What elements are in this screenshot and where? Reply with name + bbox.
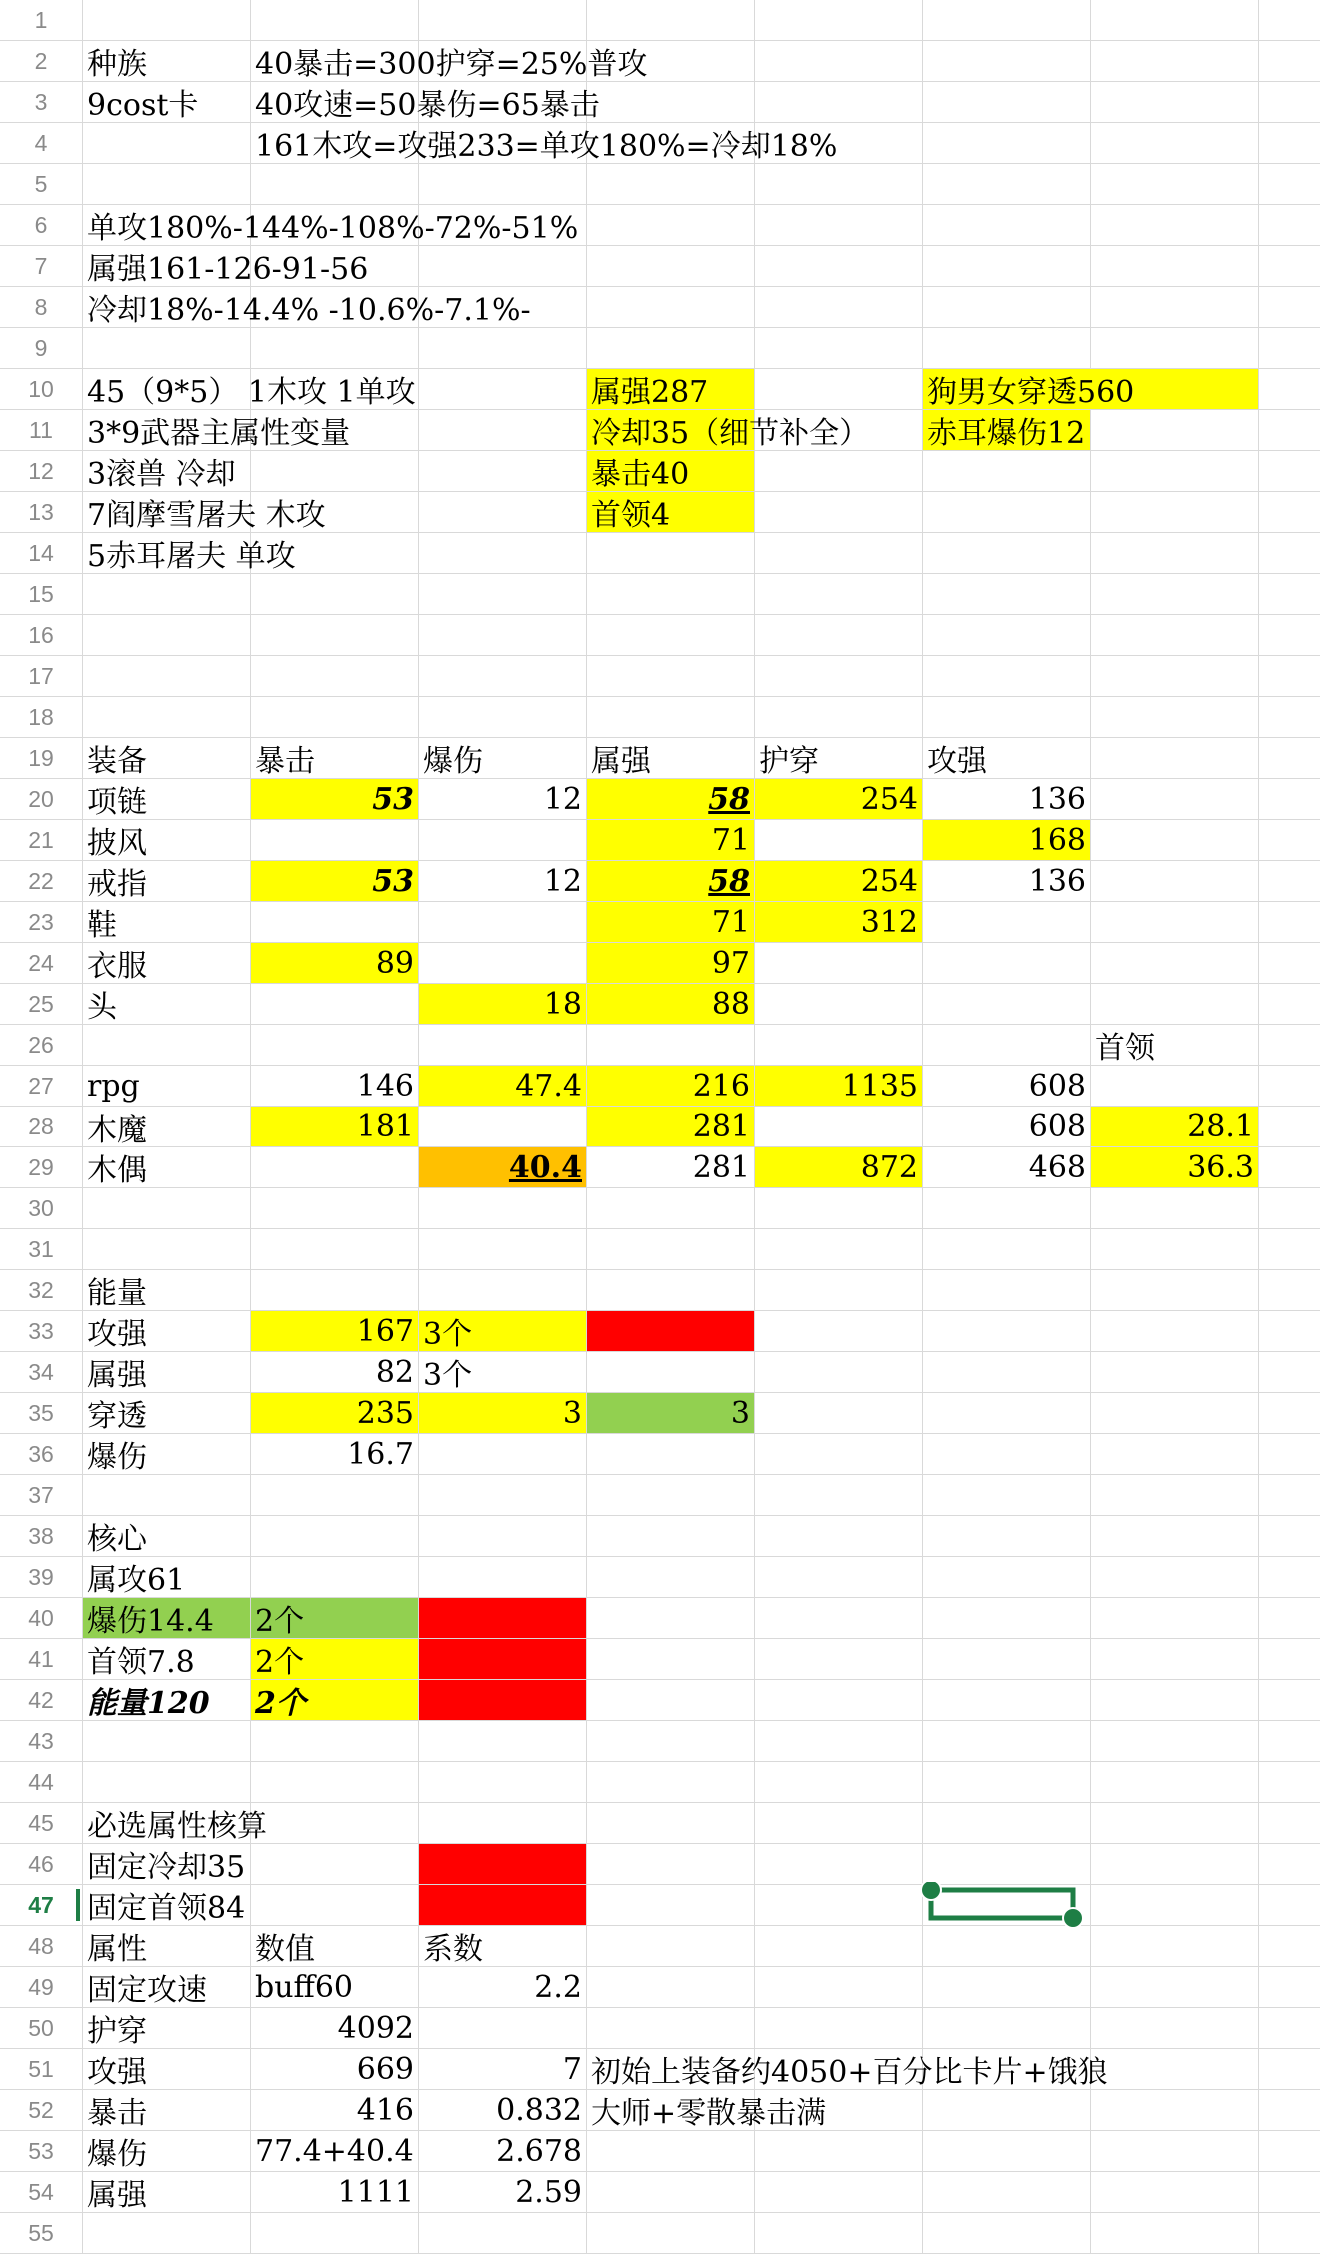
- sheet-cell[interactable]: 3: [419, 1393, 586, 1433]
- sheet-cell[interactable]: 16.7: [347, 1436, 414, 1472]
- sheet-cell[interactable]: 衣服: [87, 949, 147, 984]
- sheet-cell[interactable]: 3个: [419, 1311, 586, 1351]
- sheet-row: [0, 246, 1320, 287]
- sheet-cell[interactable]: 12: [543, 863, 582, 899]
- sheet-cell[interactable]: 1111: [337, 2174, 414, 2210]
- row-number[interactable]: 13: [28, 498, 54, 525]
- row-number[interactable]: 25: [28, 990, 54, 1017]
- sheet-row: [0, 1025, 1320, 1066]
- sheet-row: [0, 656, 1320, 697]
- sheet-cell[interactable]: 608: [1028, 1068, 1086, 1104]
- sheet-row: [0, 820, 1320, 861]
- sheet-row: [0, 902, 1320, 943]
- sheet-cell[interactable]: 种族: [87, 47, 147, 82]
- sheet-cell[interactable]: 必选属性核算: [87, 1809, 267, 1844]
- sheet-cell[interactable]: 穿透: [87, 1399, 147, 1434]
- sheet-cell[interactable]: 97: [587, 943, 754, 983]
- row-number[interactable]: 27: [28, 1072, 54, 1099]
- sheet-cell[interactable]: 40暴击=300护穿=25%普攻: [255, 47, 648, 82]
- sheet-cell[interactable]: 88: [587, 984, 754, 1024]
- row-number[interactable]: 1: [34, 6, 48, 33]
- sheet-cell[interactable]: 58: [587, 779, 754, 819]
- sheet-row: [0, 1639, 1320, 1680]
- sheet-row: [0, 615, 1320, 656]
- sheet-cell[interactable]: 披风: [87, 826, 147, 861]
- sheet-cell[interactable]: 168: [923, 820, 1090, 860]
- row-number[interactable]: 10: [28, 375, 54, 402]
- sheet-row: [0, 410, 1320, 451]
- sheet-cell[interactable]: 狗男女穿透560: [923, 369, 1258, 409]
- row-number[interactable]: 8: [34, 293, 48, 320]
- sheet-cell[interactable]: 53: [251, 779, 418, 819]
- sheet-cell[interactable]: 能量: [87, 1276, 147, 1311]
- row-number[interactable]: 40: [28, 1604, 54, 1631]
- sheet-row: [0, 2172, 1320, 2213]
- sheet-cell[interactable]: 能量120: [87, 1686, 210, 1721]
- shape-handle-start[interactable]: [921, 1882, 941, 1900]
- sheet-cell[interactable]: rpg: [87, 1068, 140, 1104]
- sheet-cell[interactable]: 属攻61: [87, 1563, 186, 1598]
- sheet-cell[interactable]: [587, 1311, 754, 1351]
- row-number[interactable]: 43: [28, 1727, 54, 1754]
- sheet-cell[interactable]: 281: [692, 1149, 750, 1185]
- sheet-cell[interactable]: 攻强: [927, 744, 987, 779]
- row-number[interactable]: 55: [28, 2219, 54, 2246]
- sheet-cell[interactable]: 赤耳爆伤12: [923, 410, 1090, 450]
- sheet-cell[interactable]: 暴击40: [587, 451, 754, 491]
- sheet-cell[interactable]: 181: [251, 1107, 418, 1146]
- sheet-cell[interactable]: 攻强: [87, 2055, 147, 2090]
- sheet-row: [0, 1147, 1320, 1188]
- row-number[interactable]: 36: [28, 1440, 54, 1467]
- row-number[interactable]: 35: [28, 1399, 54, 1426]
- sheet-cell[interactable]: 872: [755, 1147, 922, 1187]
- row-number[interactable]: 18: [28, 703, 54, 730]
- row-number[interactable]: 22: [28, 867, 54, 894]
- sheet-row: [0, 2131, 1320, 2172]
- row-number[interactable]: 24: [28, 949, 54, 976]
- sheet-cell[interactable]: 爆伤: [423, 744, 483, 779]
- sheet-cell[interactable]: 58: [587, 861, 754, 901]
- sheet-row: [0, 451, 1320, 492]
- sheet-cell[interactable]: 属强161-126-91-56: [87, 252, 369, 287]
- sheet-cell[interactable]: 初始上装备约4050+百分比卡片+饿狼: [591, 2055, 1108, 2090]
- row-number[interactable]: 30: [28, 1194, 54, 1221]
- sheet-cell[interactable]: 136: [1028, 863, 1086, 899]
- sheet-cell[interactable]: 木偶: [87, 1153, 147, 1188]
- sheet-cell[interactable]: 头: [87, 990, 117, 1025]
- sheet-row: [0, 738, 1320, 779]
- sheet-row: [0, 1721, 1320, 1762]
- sheet-cell[interactable]: 装备: [87, 744, 147, 779]
- sheet-cell[interactable]: 固定冷却35: [87, 1850, 246, 1885]
- sheet-cell[interactable]: 3: [587, 1393, 754, 1433]
- row-number[interactable]: 48: [28, 1932, 54, 1959]
- sheet-cell[interactable]: 216: [587, 1066, 754, 1106]
- sheet-cell[interactable]: 属性: [87, 1932, 147, 1967]
- sheet-row: [0, 943, 1320, 984]
- sheet-cell[interactable]: 系数: [423, 1932, 483, 1967]
- sheet-cell[interactable]: 3*9武器主属性变量: [87, 416, 351, 451]
- sheet-row: [0, 123, 1320, 164]
- sheet-row: [0, 328, 1320, 369]
- row-number[interactable]: 46: [28, 1850, 54, 1877]
- row-number[interactable]: 14: [28, 539, 54, 566]
- selected-connector-shape[interactable]: [919, 1882, 1093, 1932]
- sheet-row: [0, 1967, 1320, 2008]
- sheet-cell[interactable]: 3个: [423, 1358, 473, 1393]
- sheet-cell[interactable]: 40.4: [419, 1147, 586, 1187]
- sheet-cell[interactable]: 4092: [337, 2010, 414, 2046]
- sheet-cell[interactable]: [419, 1844, 586, 1884]
- row-number[interactable]: 32: [28, 1276, 54, 1303]
- sheet-row: [0, 984, 1320, 1025]
- sheet-cell[interactable]: 2.678: [496, 2133, 582, 2169]
- sheet-cell[interactable]: [419, 1598, 586, 1638]
- sheet-cell[interactable]: 1135: [755, 1066, 922, 1106]
- sheet-cell[interactable]: 2个: [251, 1639, 418, 1679]
- sheet-cell[interactable]: 属强287: [587, 369, 754, 409]
- row-number[interactable]: 29: [28, 1153, 54, 1180]
- sheet-cell[interactable]: 45（9*5） 1木攻 1单攻: [87, 375, 416, 410]
- row-number[interactable]: 15: [28, 580, 54, 607]
- sheet-cell[interactable]: 爆伤: [87, 1440, 147, 1475]
- row-number[interactable]: 3: [34, 88, 48, 115]
- sheet-cell[interactable]: 82: [375, 1354, 414, 1390]
- sheet-row: [0, 1598, 1320, 1639]
- sheet-cell[interactable]: 28.1: [1091, 1107, 1258, 1146]
- sheet-cell[interactable]: 254: [755, 779, 922, 819]
- row-number[interactable]: 50: [28, 2014, 54, 2041]
- sheet-row: [0, 0, 1320, 41]
- row-number[interactable]: 33: [28, 1317, 54, 1344]
- sheet-cell[interactable]: 7: [562, 2051, 582, 2087]
- sheet-cell[interactable]: 首领4: [587, 492, 754, 532]
- sheet-cell[interactable]: 3滚兽 冷却: [87, 457, 236, 492]
- sheet-cell[interactable]: 暴击: [255, 744, 315, 779]
- sheet-cell[interactable]: 2个: [251, 1680, 418, 1720]
- sheet-row: [0, 779, 1320, 820]
- sheet-row: [0, 574, 1320, 615]
- sheet-row: [0, 1270, 1320, 1311]
- sheet-row: [0, 1311, 1320, 1352]
- row-number[interactable]: 31: [28, 1235, 54, 1262]
- sheet-cell[interactable]: 71: [587, 902, 754, 942]
- sheet-row: [0, 164, 1320, 205]
- row-number[interactable]: 5: [34, 170, 48, 197]
- sheet-cell[interactable]: 冷却18%-14.4% -10.6%-7.1%-: [87, 293, 531, 328]
- sheet-cell[interactable]: 9cost卡: [87, 88, 199, 123]
- sheet-cell[interactable]: 312: [755, 902, 922, 942]
- row-number[interactable]: 16: [28, 621, 54, 648]
- sheet-cell[interactable]: 281: [587, 1107, 754, 1146]
- sheet-cell[interactable]: 2个: [251, 1598, 418, 1638]
- sheet-cell[interactable]: 暴击: [87, 2096, 147, 2131]
- sheet-row: [0, 1229, 1320, 1270]
- sheet-cell[interactable]: 89: [251, 943, 418, 983]
- row-number[interactable]: 23: [28, 908, 54, 935]
- row-number[interactable]: 12: [28, 457, 54, 484]
- sheet-cell[interactable]: 77.4+40.4: [255, 2133, 414, 2169]
- sheet-cell[interactable]: 0.832: [496, 2092, 582, 2128]
- sheet-cell[interactable]: 167: [251, 1311, 418, 1351]
- sheet-row: [0, 1885, 1320, 1926]
- row-number[interactable]: 11: [29, 416, 53, 443]
- sheet-cell[interactable]: [419, 1639, 586, 1679]
- sheet-row: [0, 369, 1320, 410]
- active-row-indicator: [76, 1889, 80, 1921]
- sheet-cell[interactable]: 40攻速=50暴伤=65暴击: [255, 88, 600, 123]
- sheet-cell[interactable]: 7阎摩雪屠夫 木攻: [87, 498, 326, 533]
- sheet-cell[interactable]: 71: [587, 820, 754, 860]
- row-number[interactable]: 45: [28, 1809, 54, 1836]
- row-number[interactable]: 34: [28, 1358, 54, 1385]
- sheet-row: [0, 1188, 1320, 1229]
- row-number[interactable]: 51: [28, 2055, 54, 2082]
- sheet-row: [0, 1352, 1320, 1393]
- sheet-row: [0, 1803, 1320, 1844]
- sheet-cell[interactable]: 爆伤: [87, 2137, 147, 2172]
- sheet-cell[interactable]: 12: [543, 781, 582, 817]
- row-number[interactable]: 47: [28, 1891, 54, 1918]
- sheet-cell[interactable]: 669: [356, 2051, 414, 2087]
- sheet-row: [0, 861, 1320, 902]
- sheet-row: [0, 1926, 1320, 1967]
- row-number[interactable]: 4: [34, 129, 48, 156]
- sheet-cell[interactable]: 首领: [1095, 1031, 1155, 1066]
- sheet-cell[interactable]: [419, 1885, 586, 1925]
- sheet-cell[interactable]: 固定攻速: [87, 1973, 207, 2008]
- connector-frame[interactable]: [931, 1890, 1073, 1918]
- sheet-row: [0, 205, 1320, 246]
- sheet-cell[interactable]: 468: [1028, 1149, 1086, 1185]
- sheet-cell[interactable]: 属强: [87, 1358, 147, 1393]
- sheet-row: [0, 1516, 1320, 1557]
- row-number[interactable]: 41: [28, 1645, 54, 1672]
- sheet-cell[interactable]: 攻强: [87, 1317, 147, 1352]
- sheet-row: [0, 1762, 1320, 1803]
- sheet-row: [0, 1557, 1320, 1598]
- sheet-cell[interactable]: 161木攻=攻强233=单攻180%=冷却18%: [255, 129, 838, 164]
- sheet-row: [0, 1434, 1320, 1475]
- sheet-cell[interactable]: 属强: [87, 2178, 147, 2213]
- sheet-cell[interactable]: 护穿: [87, 2014, 147, 2049]
- row-number[interactable]: 42: [28, 1686, 54, 1713]
- row-number[interactable]: 17: [28, 662, 54, 689]
- sheet-cell[interactable]: 单攻180%-144%-108%-72%-51%: [87, 211, 579, 246]
- sheet-cell[interactable]: 5赤耳屠夫 单攻: [87, 539, 296, 574]
- sheet-row: [0, 287, 1320, 328]
- sheet-cell[interactable]: 2.59: [515, 2174, 582, 2210]
- sheet-cell[interactable]: 护穿: [759, 744, 819, 779]
- row-number[interactable]: 54: [28, 2178, 54, 2205]
- row-number[interactable]: 44: [28, 1768, 54, 1795]
- sheet-row: [0, 2008, 1320, 2049]
- sheet-row: [0, 1844, 1320, 1885]
- sheet-row: [0, 1680, 1320, 1721]
- sheet-row: [0, 1475, 1320, 1516]
- sheet-cell[interactable]: 146: [356, 1068, 414, 1104]
- sheet-cell[interactable]: 大师+零散暴击满: [591, 2096, 827, 2131]
- sheet-row: [0, 697, 1320, 738]
- sheet-row: [0, 2090, 1320, 2131]
- sheet-cell[interactable]: 36.3: [1091, 1147, 1258, 1187]
- row-number[interactable]: 2: [34, 47, 48, 74]
- sheet-cell[interactable]: 冷却35（细节补全）: [587, 410, 754, 450]
- sheet-row: [0, 492, 1320, 533]
- row-number[interactable]: 20: [28, 785, 54, 812]
- sheet-cell[interactable]: 53: [251, 861, 418, 901]
- sheet-row: [0, 2213, 1320, 2254]
- sheet-cell[interactable]: 戒指: [87, 867, 147, 902]
- row-number[interactable]: 7: [34, 252, 48, 279]
- row-number[interactable]: 37: [28, 1481, 54, 1508]
- sheet-cell[interactable]: 数值: [255, 1932, 315, 1967]
- sheet-cell[interactable]: 2.2: [534, 1969, 582, 2005]
- row-number[interactable]: 9: [34, 334, 48, 361]
- sheet-cell[interactable]: 254: [755, 861, 922, 901]
- sheet-row: [0, 533, 1320, 574]
- sheet-cell[interactable]: 固定首领84: [87, 1891, 246, 1926]
- row-number[interactable]: 39: [28, 1563, 54, 1590]
- row-number[interactable]: 53: [28, 2137, 54, 2164]
- shape-handle-end[interactable]: [1063, 1908, 1083, 1928]
- row-number[interactable]: 21: [28, 826, 54, 853]
- row-number[interactable]: 6: [34, 211, 48, 238]
- sheet-cell[interactable]: 鞋: [87, 908, 117, 943]
- sheet-cell[interactable]: 爆伤14.4: [83, 1598, 250, 1638]
- row-number[interactable]: 19: [28, 744, 54, 771]
- sheet-cell[interactable]: 47.4: [419, 1066, 586, 1106]
- row-number[interactable]: 28: [28, 1113, 54, 1139]
- sheet-cell[interactable]: 235: [251, 1393, 418, 1433]
- sheet-row: [0, 82, 1320, 123]
- row-number[interactable]: 38: [28, 1522, 54, 1549]
- sheet-cell[interactable]: 属强: [591, 744, 651, 779]
- sheet-cell[interactable]: 416: [356, 2092, 414, 2128]
- sheet-cell[interactable]: [419, 1680, 586, 1720]
- sheet-cell[interactable]: buff60: [255, 1969, 354, 2005]
- sheet-cell[interactable]: 首领7.8: [87, 1645, 195, 1680]
- row-number[interactable]: 49: [28, 1973, 54, 2000]
- sheet-cell[interactable]: 木魔: [87, 1112, 147, 1148]
- sheet-row: [0, 1107, 1320, 1147]
- sheet-cell[interactable]: 18: [419, 984, 586, 1024]
- sheet-row: [0, 1066, 1320, 1107]
- sheet-row: [0, 41, 1320, 82]
- sheet-cell[interactable]: 项链: [87, 785, 147, 820]
- sheet-cell[interactable]: 608: [1028, 1109, 1086, 1144]
- sheet-row: [0, 1393, 1320, 1434]
- row-number[interactable]: 26: [28, 1031, 54, 1058]
- sheet-cell[interactable]: 136: [1028, 781, 1086, 817]
- sheet-row: [0, 2049, 1320, 2090]
- row-number[interactable]: 52: [28, 2096, 54, 2123]
- sheet-cell[interactable]: 核心: [87, 1522, 147, 1557]
